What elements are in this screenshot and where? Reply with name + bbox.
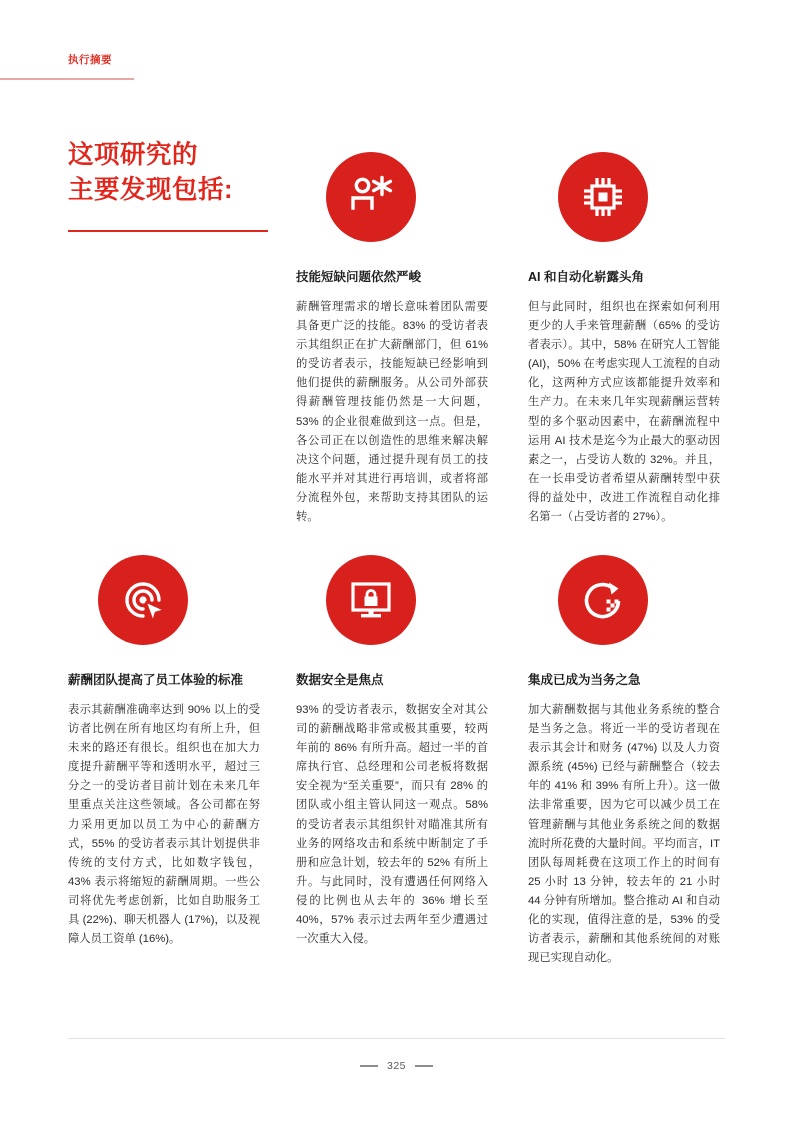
sync-integration-icon [558,555,648,645]
footer-dash-left [360,1065,378,1066]
cpu-chip-icon [558,152,648,242]
page-footer [0,1060,793,1072]
finding-card-body: 但与此同时，组织也在探索如何利用更少的人手来管理薪酬（65% 的受访者表示）。其中，58% 在研究人工智能 (AI)，50% 在考虑实现人工流程的自动化，这两种方式应该都能提升效率和生产力。在未来几年实现薪酬运营转型的多个驱动因素中，在薪酬流程中运用 AI 技术是迄今为止最大的驱动因素之一，占受访人数的 32%。并且，在一长串受访者希望从薪酬转型中获得的益处中，改进工作流程自动化排名第一（占受访者的 27%）。 [528,301,720,524]
page-title [68,138,273,232]
finding-card-heading: 技能短缺问题依然严峻 [296,270,422,284]
footer-dash-right [415,1065,433,1066]
finding-card-heading: AI 和自动化崭露头角 [528,270,644,284]
finding-card-data-security [296,555,488,949]
title-underline [68,230,268,232]
header-divider [0,78,134,80]
finding-card-body: 薪酬管理需求的增长意味着团队需要具备更广泛的技能。83% 的受访者表示其组织正在扩大薪酬部门，但 61% 的受访者表示，技能短缺已经影响到他们提供的薪酬服务。从公司外部获得薪酬管理技能仍然是一大问题，53% 的企业很难做到这一点。但是，各公司正在以创造性的思维来解决解决这个问题，通过提升现有员工的技能水平并对其进行再培训，或者将部分流程外包，来帮助支持其团队的运转。 [296,301,488,524]
finding-card-heading: 集成已成为当务之急 [528,673,641,687]
finding-card-body: 加大薪酬数据与其他业务系统的整合是当务之急。将近一半的受访者现在表示其会计和财务 (47%) 以及人力资源系统 (45%) 已经与薪酬整合（较去年的 41% 和 39% 有所上升）。这一做法非常重要，因为它可以减少员工在管理薪酬与其他业务系统之间的数据流时所花费的大量时间。平均而言，IT 团队每周耗费在这项工作上的时间有 25 小时 13 分钟，较去年的 21 小时 44 分钟有所增加。整合推动 AI 和自动化的实现，值得注意的是，53% 的受访者表示，薪酬和其他系统间的对账现已实现自动化。 [528,704,720,965]
finding-card-body: 表示其薪酬准确率达到 90% 以上的受访者比例在所有地区均有所上升，但未来的路还有很长。组织也在加大力度提升薪酬平等和透明水平，超过三分之一的受访者目前计划在未来几年里重点关注这些领域。各公司都在努力采用更加以员工为中心的薪酬方式，55% 的受访者表示其计划提供非传统的支付方式，比如数字钱包，43% 表示将缩短的薪酬周期。一些公司将优先考虑创新，比如自助服务工具 (22%)、聊天机器人 (17%)，以及视障人员工资单 (16%)。 [68,704,260,946]
target-cursor-icon [98,555,188,645]
finding-card-integration [528,555,720,968]
finding-card-heading: 薪酬团队提高了员工体验的标准 [68,673,244,687]
finding-card-employee-experience [68,555,260,949]
monitor-lock-icon [326,555,416,645]
finding-card-ai-automation [528,152,720,527]
finding-card-body: 93% 的受访者表示，数据安全对其公司的薪酬战略非常或极其重要，较两年前的 86% 有所升高。超过一半的首席执行官、总经理和公司老板将数据安全视为“至关重要”，而只有 28% 的团队或小组主管认同这一观点。58% 的受访者表示其组织针对瞄准其所有业务的网络攻击和系统中断制定了手册和应急计划，较去年的 52% 有所上升。与此同时，没有遭遇任何网络入侵的比例也从去年的 36% 增长至 40%，57% 表示过去两年至少遭遇过一次重大入侵。 [296,704,488,946]
person-star-icon [326,152,416,242]
page-title-line-2: 主要发现包括: [68,176,233,204]
finding-card-skills-shortage [296,152,488,527]
finding-card-heading: 数据安全是焦点 [296,673,384,687]
page-number: 325 [386,1060,407,1072]
header-section-label: 执行摘要 [68,54,112,66]
page-title-line-1: 这项研究的 [68,141,199,169]
page-header [0,52,793,92]
footer-divider [68,1038,725,1039]
